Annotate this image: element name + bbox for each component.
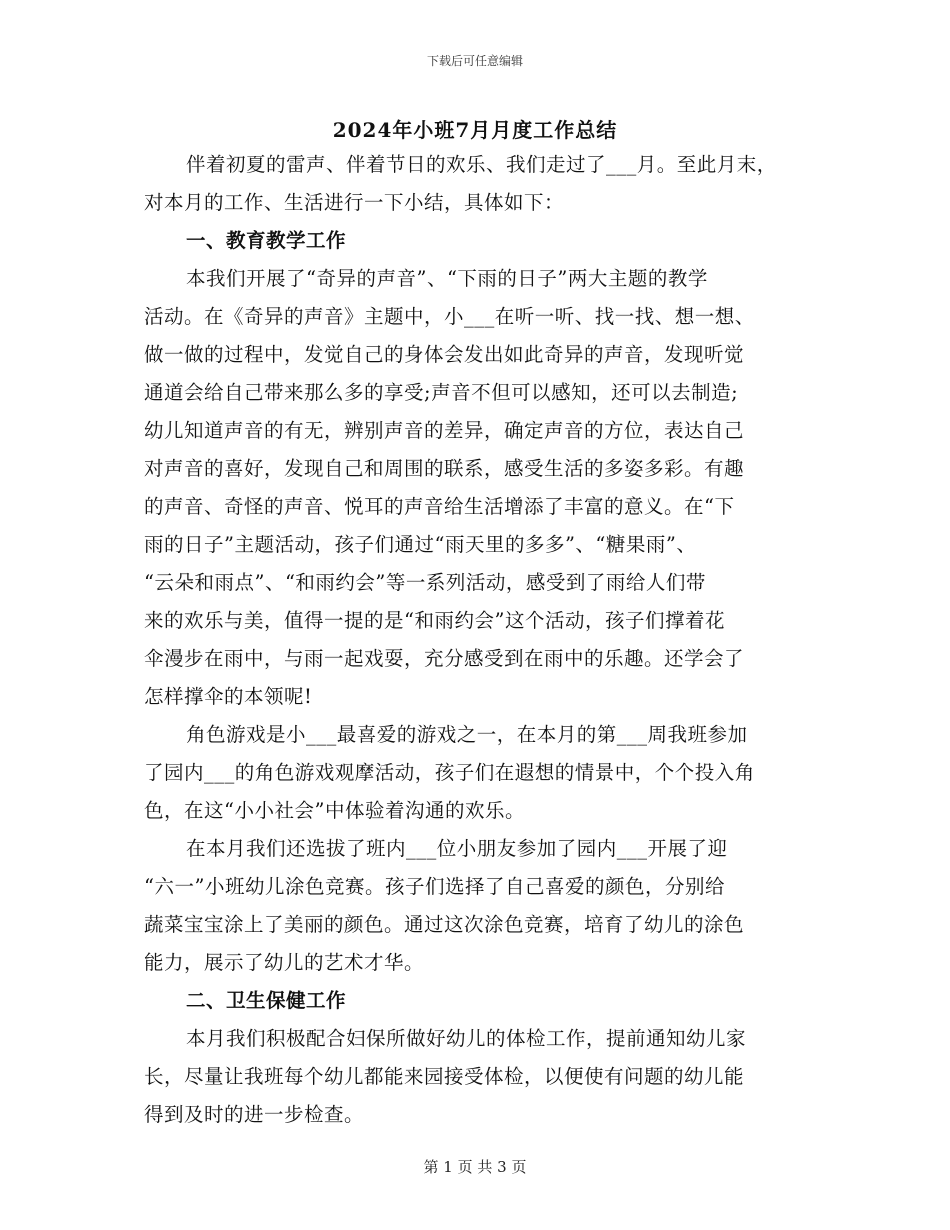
body-line: 对本月的工作、生活进行一下小结，具体如下： [144, 191, 565, 214]
body-line: 雨的日子”主题活动，孩子们通过“雨天里的多多”、“糖果雨”、 [144, 533, 697, 556]
section-heading: 二、卫生保健工作 [186, 989, 347, 1012]
body-line: 活动。在《奇异的声音》主题中，小___在听一听、找一找、想一想、 [144, 305, 755, 328]
document-title: 2024年小班7月月度工作总结 [332, 118, 618, 142]
page-header: 下载后可任意编辑 [426, 54, 523, 68]
page-number-footer: 第 1 页 共 3 页 [423, 1158, 527, 1176]
body-line: 通道会给自己带来那么多的享受;声音不但可以感知，还可以去制造; [144, 381, 739, 404]
body-line: 来的欢乐与美，值得一提的是“和雨约会”这个活动，孩子们撑着花 [144, 609, 725, 632]
body-line: 本月我们积极配合妇保所做好幼儿的体检工作，提前通知幼儿家 [186, 1027, 747, 1050]
body-line: 本我们开展了“奇异的声音”、“下雨的日子”两大主题的教学 [186, 267, 708, 290]
body-line: 幼儿知道声音的有无，辨别声音的差异，确定声音的方位，表达自己 [144, 419, 745, 442]
section-heading: 一、教育教学工作 [186, 229, 347, 252]
body-line: 得到及时的进一步检查。 [144, 1103, 365, 1126]
body-line: 了园内___的角色游戏观摩活动，孩子们在遐想的情景中，个个投入角 [144, 761, 755, 784]
body-line: 能力，展示了幼儿的艺术才华。 [144, 951, 425, 974]
body-line: 伴着初夏的雷声、伴着节日的欢乐、我们走过了___月。至此月末， [186, 153, 777, 176]
body-line: “云朵和雨点”、“和雨约会”等一系列活动，感受到了雨给人们带 [144, 571, 706, 594]
body-line: 伞漫步在雨中，与雨一起戏耍，充分感受到在雨中的乐趣。还学会了 [144, 647, 745, 670]
body-line: 长，尽量让我班每个幼儿都能来园接受体检，以便使有问题的幼儿能 [144, 1065, 745, 1088]
body-line: 怎样撑伞的本领呢! [144, 685, 313, 708]
body-line: 在本月我们还选拔了班内___位小朋友参加了园内___开展了迎 [186, 837, 728, 860]
body-line: 色，在这“小小社会”中体验着沟通的欢乐。 [144, 799, 525, 822]
body-line: 对声音的喜好，发现自己和周围的联系，感受生活的多姿多彩。有趣 [144, 457, 745, 480]
body-line: 蔬菜宝宝涂上了美丽的颜色。通过这次涂色竞赛，培育了幼儿的涂色 [144, 913, 745, 936]
document-body [144, 146, 824, 1134]
body-line: 做一做的过程中，发觉自己的身体会发出如此奇异的声音，发现听觉 [144, 343, 745, 366]
body-line: “六一”小班幼儿涂色竞赛。孩子们选择了自己喜爱的颜色，分别给 [144, 875, 725, 898]
body-line: 角色游戏是小___最喜爱的游戏之一，在本月的第___周我班参加 [186, 723, 748, 746]
body-line: 的声音、奇怪的声音、悦耳的声音给生活增添了丰富的意义。在“下 [144, 495, 735, 518]
